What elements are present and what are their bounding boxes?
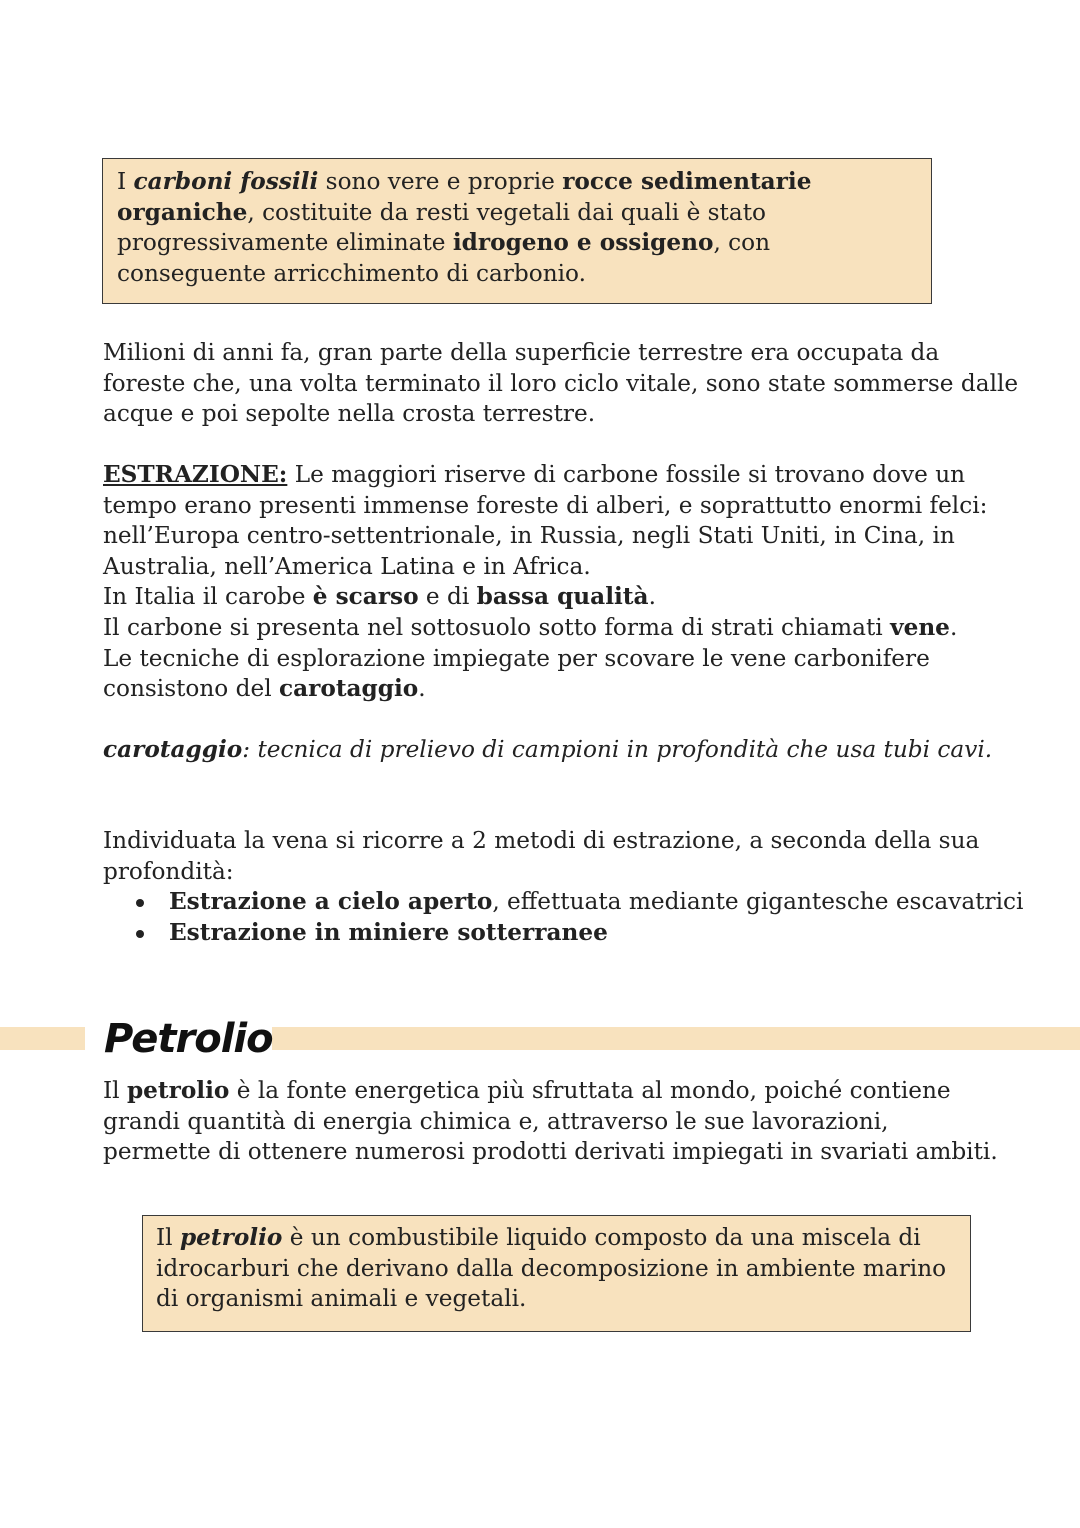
metodi-list — [103, 887, 1043, 948]
paragraph-petrolio: Il petrolio è la fonte energetica più sfruttata al mondo, poiché contiene grandi quantità di energia chimica e, attraverso le sue lavorazioni, permette di ottenere numerosi prodotti derivati impiegati in svariati ambiti. — [103, 1077, 998, 1166]
metodi-intro: Individuata la vena si ricorre a 2 metodi di estrazione, a seconda della sua profondità: — [103, 827, 980, 885]
vene-line: Il carbone si presenta nel sottosuolo sotto forma di strati chiamati vene. — [103, 613, 958, 641]
section-estrazione — [103, 460, 1033, 705]
carboni-fossili-definition: I carboni fossili sono vere e proprie rocce sedimentarie organiche, costituite da resti vegetali dai quali è stato progressivamente eliminate idrogeno e ossigeno, con conseguente arricchimento di carbonio. — [117, 168, 812, 287]
section-heading-petrolio: Petrolio — [104, 1016, 273, 1062]
carotaggio-definition: carotaggio: tecnica di prelievo di campioni in profondità che usa tubi cavi. — [103, 736, 993, 763]
definition-box-petrolio — [142, 1215, 971, 1332]
heading-band-left — [0, 1027, 85, 1050]
estrazione-label: ESTRAZIONE: — [103, 461, 288, 488]
paragraph-milioni: Milioni di anni fa, gran parte della superficie terrestre era occupata da foreste che, una volta terminato il loro ciclo vitale, sono state sommerse dalle acque e poi sepolte nella crosta terrestre. — [103, 339, 1019, 428]
term-carboni-fossili: carboni fossili — [133, 168, 319, 195]
bullet-icon — [136, 930, 144, 938]
list-item: Estrazione a cielo aperto, effettuata mediante gigantesche escavatrici — [169, 887, 1043, 918]
estrazione-paragraph: ESTRAZIONE: Le maggiori riserve di carbone fossile si trovano dove un tempo erano presenti immense foreste di alberi, e soprattutto enormi felci: nell’Europa centro-settentrionale, in Russia, negli Stati Uniti, in Cina, in Australia, nell’America Latina e in Africa. — [103, 461, 988, 580]
term-petrolio: petrolio — [179, 1224, 283, 1251]
italia-line: In Italia il carobe è scarso e di bassa qualità. — [103, 583, 656, 611]
heading-band-right — [272, 1027, 1080, 1050]
list-item: Estrazione in miniere sotterranee — [169, 918, 1043, 949]
petrolio-definition: Il petrolio è un combustibile liquido composto da una miscela di idrocarburi che derivano dalla decomposizione in ambiente marino di organismi animali e vegetali. — [156, 1224, 947, 1313]
bullet-icon — [136, 899, 144, 907]
term-carotaggio: carotaggio — [103, 736, 243, 763]
carotaggio-line: Le tecniche di esplorazione impiegate per scovare le vene carbonifere consistono del carotaggio. — [103, 644, 930, 703]
definition-box-carboni-fossili — [102, 158, 932, 304]
section-metodi — [103, 826, 1043, 948]
